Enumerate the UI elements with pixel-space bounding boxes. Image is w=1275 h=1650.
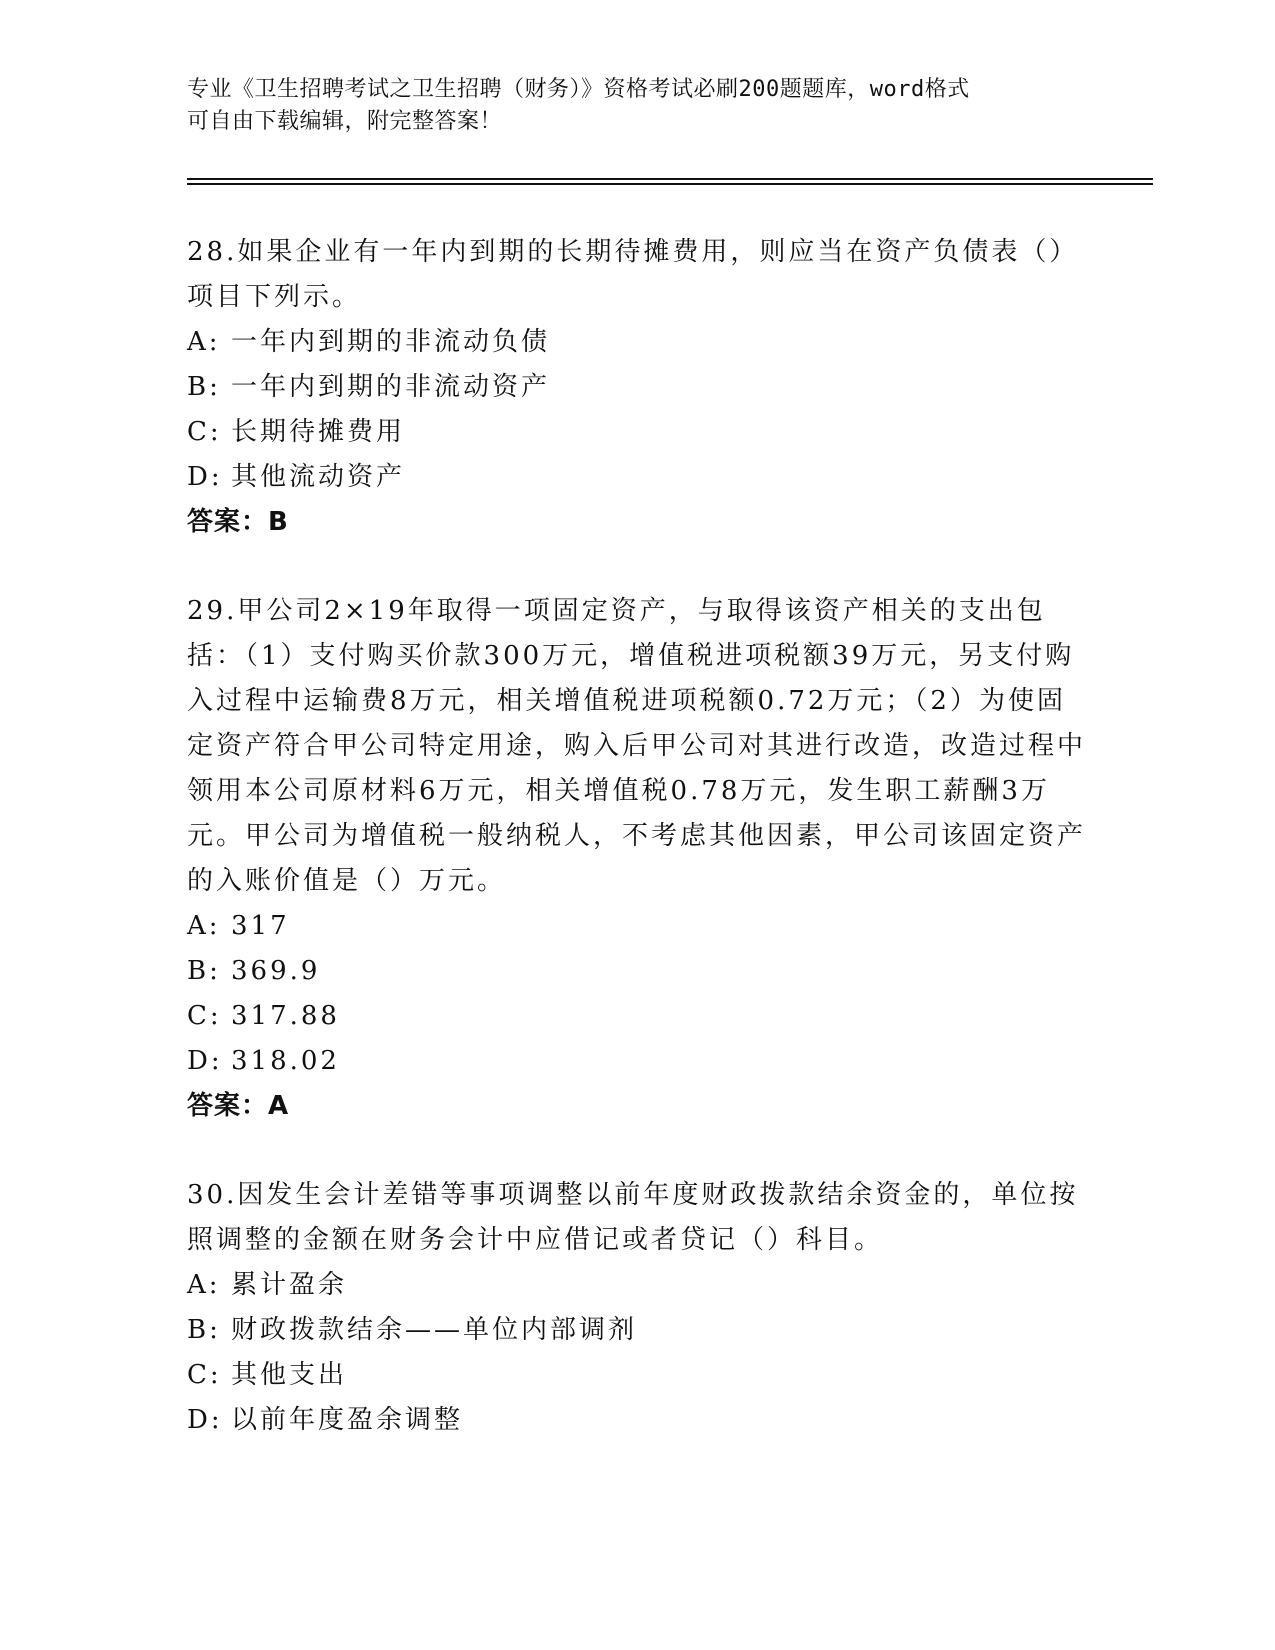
- option-a: [187, 1263, 1087, 1308]
- option-b: [187, 365, 1087, 410]
- question-text: 30.因发生会计差错等事项调整以前年度财政拨款结余资金的，单位按照调整的金额在财务会计中应借记或者贷记（）科目。: [187, 1180, 1079, 1255]
- option-text: 369.9: [231, 956, 321, 986]
- option-key: D:: [187, 1405, 223, 1435]
- document-header: [187, 74, 1087, 138]
- option-a: [187, 320, 1087, 365]
- option-text: 以前年度盈余调整: [231, 1405, 464, 1435]
- option-text: 其他流动资产: [231, 462, 406, 492]
- option-c: [187, 994, 1087, 1039]
- question-28: [187, 230, 1087, 545]
- option-d: [187, 455, 1087, 500]
- option-text: 财政拨款结余——单位内部调剂: [231, 1315, 638, 1345]
- option-text: 长期待摊费用: [231, 417, 406, 447]
- option-key: D:: [187, 1046, 223, 1076]
- question-text: 28.如果企业有一年内到期的长期待摊费用，则应当在资产负债表（）项目下列示。: [187, 237, 1079, 312]
- option-d: [187, 1398, 1087, 1443]
- question-30: [187, 1173, 1087, 1443]
- option-b: [187, 949, 1087, 994]
- question-29: [187, 589, 1087, 1129]
- option-text: 317.88: [231, 1001, 340, 1031]
- question-list: [187, 230, 1087, 1487]
- header-divider-top: [187, 178, 1153, 180]
- option-key: A:: [187, 1270, 221, 1300]
- header-line-1: 专业《卫生招聘考试之卫生招聘（财务）》资格考试必刷200题题库，word格式: [187, 77, 970, 102]
- option-c: [187, 1353, 1087, 1398]
- option-key: D:: [187, 462, 223, 492]
- option-key: B:: [187, 956, 221, 986]
- option-d: [187, 1039, 1087, 1084]
- option-key: C:: [187, 1360, 222, 1390]
- question-text: 29.甲公司2×19年取得一项固定资产，与取得该资产相关的支出包括：（1）支付购买价款300万元，增值税进项税额39万元，另支付购入过程中运输费8万元，相关增值税进项税额0.72万元；（2）为使固定资产符合甲公司特定用途，购入后甲公司对其进行改造，改造过程中领用本公司原材料6万元，相关增值税0.78万元，发生职工薪酬3万元。甲公司为增值税一般纳税人，不考虑其他因素，甲公司该固定资产的入账价值是（）万元。: [187, 596, 1087, 896]
- option-key: C:: [187, 417, 222, 447]
- option-a: [187, 904, 1087, 949]
- option-b: [187, 1308, 1087, 1353]
- answer-label: 答案：A: [187, 1091, 290, 1121]
- option-text: 累计盈余: [231, 1270, 348, 1300]
- option-text: 一年内到期的非流动资产: [231, 372, 551, 402]
- option-key: A:: [187, 911, 221, 941]
- option-c: [187, 410, 1087, 455]
- option-key: B:: [187, 372, 221, 402]
- answer-label: 答案：B: [187, 507, 289, 537]
- option-text: 318.02: [231, 1046, 340, 1076]
- option-text: 其他支出: [231, 1360, 348, 1390]
- option-text: 一年内到期的非流动负债: [231, 327, 551, 357]
- header-line-2: 可自由下载编辑，附完整答案！: [187, 109, 503, 134]
- option-text: 317: [231, 911, 290, 941]
- header-divider-bottom: [187, 183, 1153, 185]
- option-key: B:: [187, 1315, 221, 1345]
- option-key: C:: [187, 1001, 222, 1031]
- option-key: A:: [187, 327, 221, 357]
